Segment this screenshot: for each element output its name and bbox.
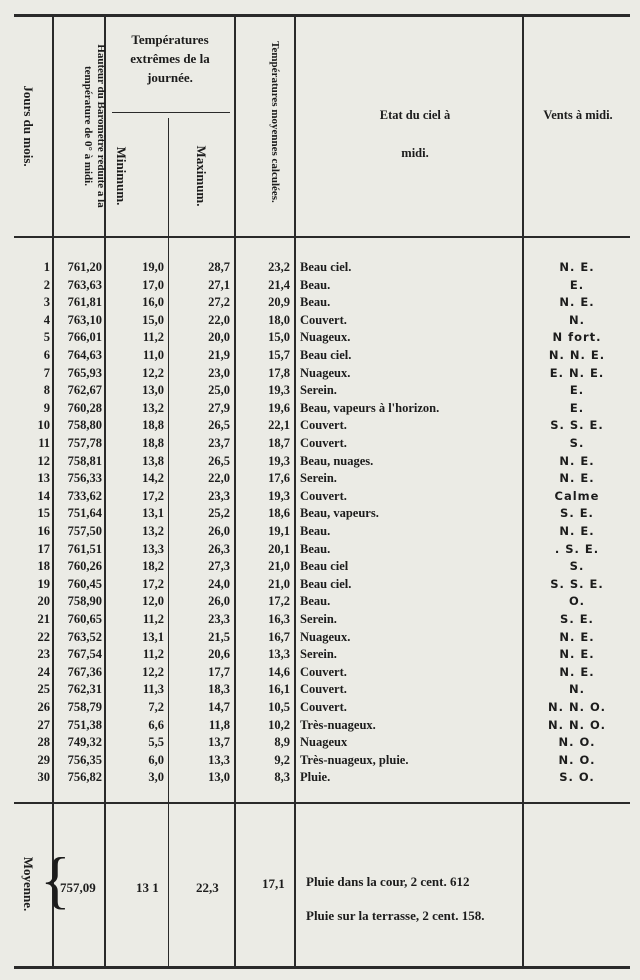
maximum-cell: 20,6 (208, 647, 230, 662)
barometre-cell: 760,28 (67, 400, 102, 415)
barometre-cell: 751,38 (67, 717, 102, 732)
maximum-cell: 28,7 (208, 260, 230, 274)
barometre-cell: 761,81 (67, 295, 102, 310)
minimum-cell: 5,5 (148, 735, 164, 750)
temp-moyenne-cell: 9,2 (274, 752, 290, 767)
temp-moyenne-cell: 13,3 (268, 647, 290, 662)
day-cell: 22 (37, 629, 50, 644)
etat-ciel-cell: Nuageux (300, 735, 348, 750)
day-cell: 14 (37, 488, 50, 503)
minimum-cell: 13,2 (142, 400, 164, 415)
vent-cell: S. (569, 559, 585, 574)
temp-moyenne-cell: 10,5 (268, 700, 290, 714)
maximum-cell: 13,7 (208, 735, 230, 750)
header-etat-ciel: Etat du ciel à midi. (379, 108, 451, 160)
day-cell: 24 (37, 664, 50, 679)
minimum-cell: 13,0 (142, 383, 164, 398)
temp-moyenne-cell: 15,0 (268, 330, 290, 345)
barometre-cell: 764,63 (67, 348, 102, 362)
minimum-cell: 14,2 (142, 471, 164, 486)
maximum-cell: 27,9 (208, 400, 230, 415)
vent-cell: N. N. O. (548, 700, 606, 714)
etat-ciel-cell: Beau. (300, 541, 331, 556)
footer-brace: { (40, 844, 71, 915)
barometre-cell: 763,10 (67, 312, 102, 327)
etat-ciel-cell: Beau, vapeurs à l'horizon. (300, 400, 440, 415)
barometre-cell: 762,67 (67, 383, 102, 398)
header-barometre: Hauteur du Baromètre réduite à la température de 0° à midi. (82, 44, 107, 208)
maximum-cell: 24,0 (208, 576, 230, 591)
vent-cell: E. (569, 277, 585, 292)
barometre-cell: 761,51 (67, 541, 102, 556)
etat-ciel-cell: Nuageux. (300, 365, 351, 380)
day-cell: 11 (38, 436, 50, 450)
body-bottom-border (14, 802, 630, 804)
maximum-cell: 25,0 (208, 383, 230, 398)
vent-cell: S. (569, 436, 585, 450)
etat-ciel-cell: Couvert. (300, 682, 347, 697)
day-cell: 6 (43, 348, 50, 362)
etat-ciel-cell: Pluie. (300, 770, 331, 785)
minimum-cell: 11,2 (142, 647, 164, 662)
barometre-cell: 761,20 (67, 260, 102, 274)
minimum-cell: 3,0 (148, 770, 164, 785)
day-cell: 1 (43, 260, 50, 274)
barometre-cell: 757,50 (67, 524, 102, 538)
column-divider (522, 17, 524, 966)
minimum-cell: 11,3 (142, 682, 164, 697)
vent-cell: N. E. (559, 453, 595, 468)
day-cell: 20 (37, 594, 50, 609)
etat-ciel-cell: Couvert. (300, 664, 347, 679)
day-cell: 15 (37, 506, 50, 521)
barometre-cell: 765,93 (67, 365, 102, 380)
maximum-cell: 21,5 (208, 629, 230, 644)
temp-moyenne-cell: 8,9 (274, 735, 290, 750)
vent-cell: N fort. (552, 330, 602, 345)
maximum-cell: 23,7 (208, 436, 230, 450)
etat-ciel-cell: Très-nuageux. (300, 717, 376, 732)
vent-cell: S. E. (560, 506, 594, 521)
day-cell: 26 (37, 700, 50, 714)
temp-moyenne-cell: 18,6 (268, 506, 290, 521)
header-temperatures: Températures extrêmes de la journée. (130, 32, 210, 85)
minimum-cell: 17,2 (142, 488, 164, 503)
day-cell: 16 (37, 524, 50, 538)
barometre-cell: 760,26 (67, 559, 102, 574)
vent-cell: . S. E. (554, 541, 600, 556)
day-cell: 13 (37, 471, 50, 486)
minimum-cell: 11,2 (142, 612, 164, 626)
day-cell: 3 (43, 295, 50, 310)
minimum-cell: 6,0 (148, 752, 164, 767)
minimum-cell: 13,1 (142, 506, 164, 521)
minimum-cell: 18,8 (142, 436, 164, 450)
footer-moy: 17,1 (262, 876, 285, 891)
day-cell: 12 (37, 453, 50, 468)
day-cell: 19 (37, 576, 50, 591)
maximum-cell: 23,3 (208, 488, 230, 503)
vent-cell: E. (569, 383, 585, 398)
vent-cell: S. S. E. (550, 576, 604, 591)
header-minimum: Minimum. (114, 146, 129, 206)
temp-moyenne-cell: 20,1 (268, 541, 290, 556)
minimum-cell: 15,0 (142, 312, 164, 327)
column-divider (168, 118, 169, 966)
barometre-cell: 763,52 (67, 629, 102, 644)
etat-ciel-cell: Nuageux. (300, 629, 351, 644)
etat-ciel-cell: Couvert. (300, 312, 347, 327)
barometre-cell: 751,64 (67, 506, 102, 521)
etat-ciel-cell: Beau, vapeurs. (300, 506, 379, 521)
header-vents: Vents à midi. (543, 108, 613, 122)
day-cell: 29 (37, 752, 50, 767)
column-divider (294, 17, 296, 966)
etat-ciel-cell: Beau. (300, 277, 331, 292)
vent-cell: N. E. (559, 295, 595, 310)
day-cell: 21 (37, 612, 50, 626)
day-cell: 17 (37, 541, 50, 556)
day-cell: 8 (43, 383, 50, 398)
maximum-cell: 18,3 (208, 682, 230, 697)
temp-moyenne-cell: 19,3 (268, 453, 290, 468)
day-cell: 9 (43, 400, 50, 415)
minimum-cell: 11,2 (142, 330, 164, 345)
column-divider (234, 17, 236, 966)
barometre-cell: 767,54 (67, 647, 102, 662)
vent-cell: N. E. (559, 647, 595, 662)
vent-cell: N. N. E. (548, 348, 606, 362)
maximum-cell: 22,0 (208, 471, 230, 486)
temp-moyenne-cell: 16,1 (268, 682, 290, 697)
minimum-cell: 12,2 (142, 664, 164, 679)
etat-ciel-cell: Couvert. (300, 418, 347, 433)
barometre-cell: 733,62 (67, 488, 102, 503)
footer-note-cour: Pluie dans la cour, 2 cent. 612 (306, 874, 470, 889)
footer-max: 22,3 (196, 880, 219, 895)
footer-note-terrasse: Pluie sur la terrasse, 2 cent. 158. (306, 908, 485, 923)
temp-moyenne-cell: 21,0 (268, 576, 290, 591)
footer-baro: 757,09 (60, 880, 96, 895)
etat-ciel-cell: Beau ciel. (300, 576, 352, 591)
minimum-cell: 11,0 (142, 348, 164, 362)
etat-ciel-cell: Serein. (300, 383, 337, 398)
maximum-cell: 14,7 (208, 700, 230, 714)
maximum-cell: 17,7 (208, 664, 230, 679)
maximum-cell: 27,1 (208, 277, 230, 292)
barometre-cell: 756,35 (67, 752, 102, 767)
maximum-cell: 22,0 (208, 312, 230, 327)
maximum-cell: 13,0 (208, 770, 230, 785)
minimum-cell: 12,0 (142, 594, 164, 609)
day-cell: 4 (43, 312, 50, 327)
top-border (14, 14, 630, 17)
minimum-cell: 17,2 (142, 576, 164, 591)
etat-ciel-cell: Serein. (300, 647, 337, 662)
etat-ciel-cell: Serein. (300, 471, 337, 486)
temp-moyenne-cell: 21,4 (268, 277, 290, 292)
vent-cell: N. E. (559, 664, 595, 679)
maximum-cell: 26,0 (208, 524, 230, 538)
vent-cell: E. (569, 400, 585, 415)
minimum-cell: 19,0 (142, 260, 164, 274)
etat-ciel-cell: Beau ciel. (300, 260, 352, 274)
minimum-cell: 17,0 (142, 277, 164, 292)
temp-moyenne-cell: 23,2 (268, 260, 290, 274)
temp-moyenne-cell: 10,2 (268, 717, 290, 732)
vent-cell: N. N. O. (548, 717, 606, 732)
barometre-cell: 758,80 (67, 418, 102, 433)
barometre-cell: 763,63 (67, 277, 102, 292)
etat-ciel-cell: Serein. (300, 612, 337, 626)
maximum-cell: 25,2 (208, 506, 230, 521)
minimum-cell: 7,2 (148, 700, 164, 714)
temp-moyenne-cell: 16,3 (268, 612, 290, 626)
temp-moyenne-cell: 14,6 (268, 664, 290, 679)
day-cell: 7 (43, 365, 50, 380)
vent-cell: Calme (554, 488, 600, 503)
vent-cell: N. E. (559, 260, 595, 274)
temp-moyenne-cell: 8,3 (274, 770, 290, 785)
maximum-cell: 26,3 (208, 541, 230, 556)
barometre-cell: 762,31 (67, 682, 102, 697)
barometre-cell: 760,65 (67, 612, 102, 626)
maximum-cell: 21,9 (208, 348, 230, 362)
temp-moyenne-cell: 18,0 (268, 312, 290, 327)
barometre-cell: 760,45 (67, 576, 102, 591)
vent-cell: N. O. (558, 735, 596, 750)
vent-cell: S. E. (560, 612, 594, 626)
vent-cell: N. (569, 312, 585, 327)
maximum-cell: 26,5 (208, 418, 230, 433)
barometre-cell: 749,32 (67, 735, 102, 750)
etat-ciel-cell: Couvert. (300, 436, 347, 450)
day-cell: 18 (37, 559, 50, 574)
day-cell: 10 (37, 418, 50, 433)
maximum-cell: 26,5 (208, 453, 230, 468)
vent-cell: N. O. (558, 752, 596, 767)
etat-ciel-cell: Beau ciel (300, 559, 349, 574)
minimum-cell: 16,0 (142, 295, 164, 310)
temp-moyenne-cell: 19,3 (268, 488, 290, 503)
header-maximum: Maximum. (194, 145, 209, 207)
temp-moyenne-cell: 19,1 (268, 524, 290, 538)
temp-moyenne-cell: 20,9 (268, 295, 290, 310)
temp-moyenne-cell: 18,7 (268, 436, 290, 450)
maximum-cell: 13,3 (208, 752, 230, 767)
temp-moyenne-cell: 16,7 (268, 629, 290, 644)
barometre-cell: 758,90 (67, 594, 102, 609)
barometre-cell: 758,81 (67, 453, 102, 468)
etat-ciel-cell: Couvert. (300, 488, 347, 503)
footer-min: 13 1 (136, 880, 159, 895)
vent-cell: N. E. (559, 524, 595, 538)
temp-moyenne-cell: 19,6 (268, 400, 290, 415)
bottom-border (14, 966, 630, 969)
barometre-cell: 757,78 (67, 436, 102, 450)
etat-ciel-cell: Beau ciel. (300, 348, 352, 362)
temp-moyenne-cell: 22,1 (268, 418, 290, 433)
etat-ciel-cell: Beau. (300, 524, 331, 538)
maximum-cell: 11,8 (208, 717, 230, 732)
header-temp-moyennes: Températures moyennes calculées. (269, 41, 281, 203)
day-cell: 27 (37, 717, 50, 732)
maximum-cell: 23,3 (208, 612, 230, 626)
minimum-cell: 18,2 (142, 559, 164, 574)
temp-moyenne-cell: 19,3 (268, 383, 290, 398)
day-cell: 2 (43, 277, 50, 292)
barometre-cell: 756,82 (67, 770, 102, 785)
footer-moyenne-label: Moyenne. (21, 856, 36, 912)
temp-moyenne-cell: 17,8 (268, 365, 290, 380)
maximum-cell: 27,2 (208, 295, 230, 310)
maximum-cell: 20,0 (208, 330, 230, 345)
minimum-cell: 6,6 (148, 717, 164, 732)
temp-moyenne-cell: 15,7 (268, 348, 290, 362)
barometre-cell: 767,36 (67, 664, 102, 679)
vent-cell: N. (569, 682, 585, 697)
maximum-cell: 26,0 (208, 594, 230, 609)
header-jours: Jours du mois. (21, 85, 36, 167)
etat-ciel-cell: Beau. (300, 295, 331, 310)
vent-cell: S. O. (559, 770, 595, 785)
barometre-cell: 766,01 (67, 330, 102, 345)
etat-ciel-cell: Beau. (300, 594, 331, 609)
header-bottom-border (14, 236, 630, 238)
temp-moyenne-cell: 17,6 (268, 471, 290, 486)
vent-cell: N. E. (559, 629, 595, 644)
etat-ciel-cell: Nuageux. (300, 330, 351, 345)
vent-cell: O. (569, 594, 585, 609)
minimum-cell: 13,3 (142, 541, 164, 556)
minimum-cell: 13,1 (142, 629, 164, 644)
vent-cell: E. N. E. (549, 365, 605, 380)
minimum-cell: 13,8 (142, 453, 164, 468)
temp-moyenne-cell: 17,2 (268, 594, 290, 609)
barometre-cell: 756,33 (67, 471, 102, 486)
minimum-cell: 13,2 (142, 524, 164, 538)
day-cell: 28 (37, 735, 50, 750)
maximum-cell: 23,0 (208, 365, 230, 380)
barometre-cell: 758,79 (67, 700, 102, 714)
header-brace (112, 112, 230, 113)
vent-cell: N. E. (559, 471, 595, 486)
vent-cell: S. S. E. (550, 418, 604, 433)
etat-ciel-cell: Très-nuageux, pluie. (300, 752, 409, 767)
etat-ciel-cell: Beau, nuages. (300, 453, 374, 468)
day-cell: 25 (37, 682, 50, 697)
temp-moyenne-cell: 21,0 (268, 559, 290, 574)
maximum-cell: 27,3 (208, 559, 230, 574)
day-cell: 23 (37, 647, 50, 662)
minimum-cell: 12,2 (142, 365, 164, 380)
day-cell: 30 (37, 770, 50, 785)
day-cell: 5 (43, 330, 50, 345)
etat-ciel-cell: Couvert. (300, 700, 347, 714)
minimum-cell: 18,8 (142, 418, 164, 433)
